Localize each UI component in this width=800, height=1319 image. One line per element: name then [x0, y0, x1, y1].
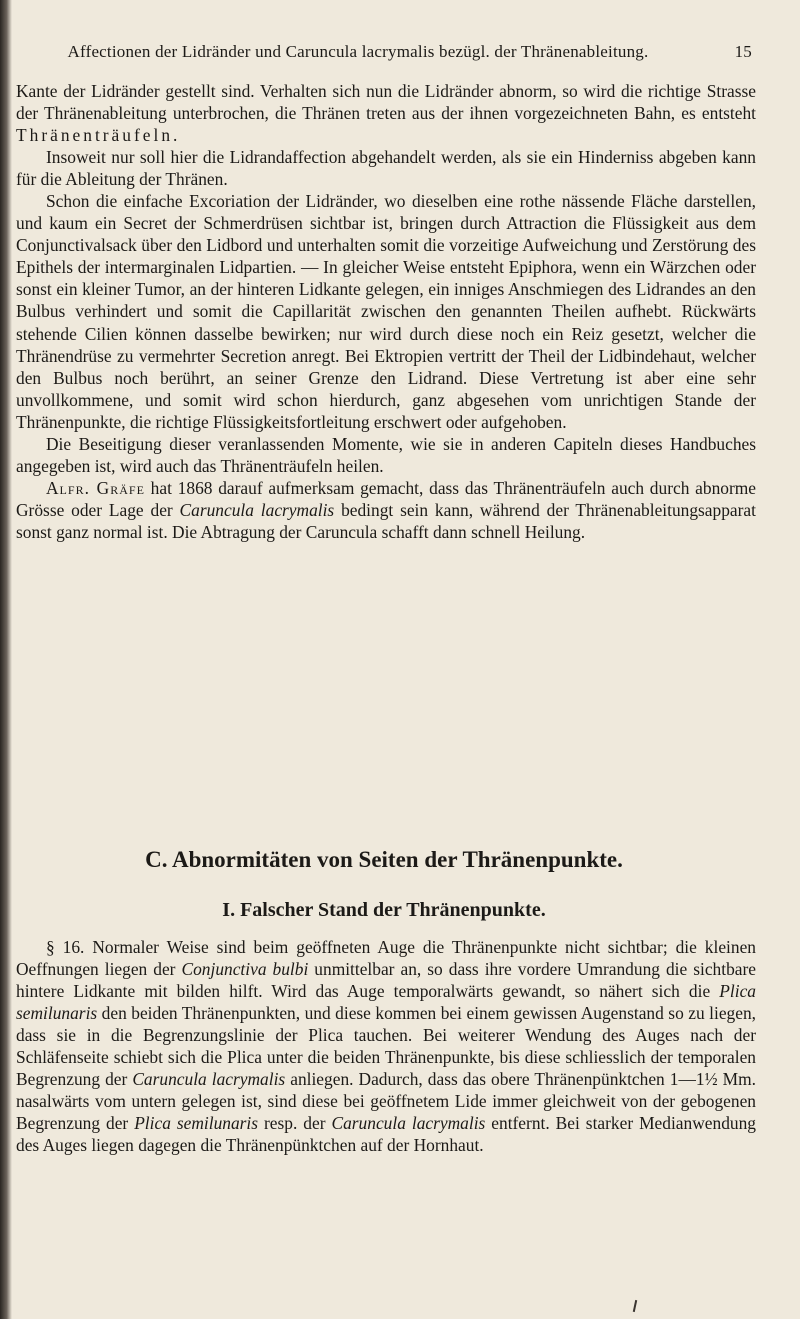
emphasis-term: Thränenträufeln — [16, 125, 174, 146]
section-heading-c: C. Abnormitäten von Seiten der Thränenpunkte. — [145, 847, 623, 872]
paragraph-1: Kante der Lidränder gestellt sind. Verhalten sich nun die Lidränder abnorm, so wird die richtige Strasse der Thränenableitung unterbrochen, die Thränen treten aus der ihnen vorgezeichneten Bahn, es entsteht Thränenträufeln. — [16, 81, 756, 146]
body-text-top — [16, 80, 756, 543]
author-name: Alfr. Gräfe — [46, 477, 145, 498]
paragraph-5: Alfr. Gräfe hat 1868 darauf aufmerksam gemacht, dass das Thränenträufeln auch durch abnorme Grösse oder Lage der Caruncula lacrymalis bedingt sein kann, während der Thränenableitungsapparat sonst ganz normal ist. Die Abtragung der Caruncula schafft dann schnell Heilung. — [16, 477, 757, 542]
paragraph-6: § 16. Normaler Weise sind beim geöffneten Auge die Thränenpunkte nicht sichtbar; die kleinen Oeffnungen liegen der Conjunctiva bulbi unmittelbar an, so dass ihre vordere Umrandung die sichtbare hintere Lidkante mit bilden hilft. Wird das Auge temporalwärts gewandt, so nähert sich die Plica semilunaris den beiden Thränenpunkten, und diese kommen bei einem gewissen Augenstand so zu liegen, dass sie in die Begrenzungslinie der Plica tauchen. Bei weiterer Wendung des Auges nach der Schläfenseite schiebt sich die Plica unter die beiden Thränenpunkte, bis diese schliesslich der temporalen Begrenzung der Caruncula lacrymalis anliegen. Dadurch, dass das obere Thränenpünktchen 1—1½ Mm. nasalwärts vom untern gelegen ist, sind diese bei geöffnetem Lide immer gleichweit von der gebogenen Begrenzung der Plica semilunaris resp. der Caruncula lacrymalis entfernt. Bei starker Medianwendung des Auges liegen dagegen die Thränenpünktchen auf der Hornhaut. — [16, 937, 757, 1156]
paragraph-3: Schon die einfache Excoriation der Lidränder, wo dieselben eine rothe nässende Fläche darstellen, und kaum ein Secret der Schmerdrüsen sichtbar ist, bringen durch Attraction die Flüssigkeit aus dem Conjunctivalsack über den Lidbord und unterhalten somit die vorzeitige Aufweichung und Zerstörung des Epithels der intermarginalen Lidpartien. — In gleicher Weise entsteht Epiphora, wenn ein Wärzchen oder sonst ein kleiner Tumor, an der hinteren Lidkante gelegen, ein inniges Anschmiegen des Lidrandes an den Bulbus verhindert und somit die Capillarität zwischen den genannten Theilen aufhebt. Rückwärts stehende Cilien können dasselbe bewirken; nur wird durch diese noch ein Reiz gesetzt, welcher die Thränendrüse zu vermehrter Secretion anregt. Bei Ektropien vertritt der Theil der Lidbindehaut, welcher den Bulbus noch berührt, an seiner Grenze den Lidrand. Diese Vertretung ist aber eine sehr unvollkommene, und somit wird schon hierdurch, ganz abgesehen vom unrichtigen Stande der Thränenpunkte, die richtige Flüssigkeitsfortleitung erschwert oder aufgehoben. — [16, 191, 756, 432]
book-page — [14, 0, 784, 1319]
body-text-bottom — [16, 936, 756, 1156]
paragraph-2: Insoweit nur soll hier die Lidrandaffection abgehandelt werden, als sie ein Hinderniss abgeben kann für die Ableitung der Thränen. — [16, 147, 756, 190]
page-number: 15 — [734, 42, 752, 61]
running-title: Affectionen der Lidränder und Caruncula lacrymalis bezügl. der Thränenableitung. — [67, 42, 649, 61]
paragraph-4: Die Beseitigung dieser veranlassenden Momente, wie sie in anderen Capiteln dieses Handbuches angegeben ist, wird auch das Thränenträufeln heilen. — [16, 433, 756, 476]
subsection-heading-1: I. Falscher Stand der Thränenpunkte. — [222, 899, 546, 921]
ink-mark — [633, 1300, 637, 1312]
page-gutter-shadow — [0, 0, 12, 1319]
